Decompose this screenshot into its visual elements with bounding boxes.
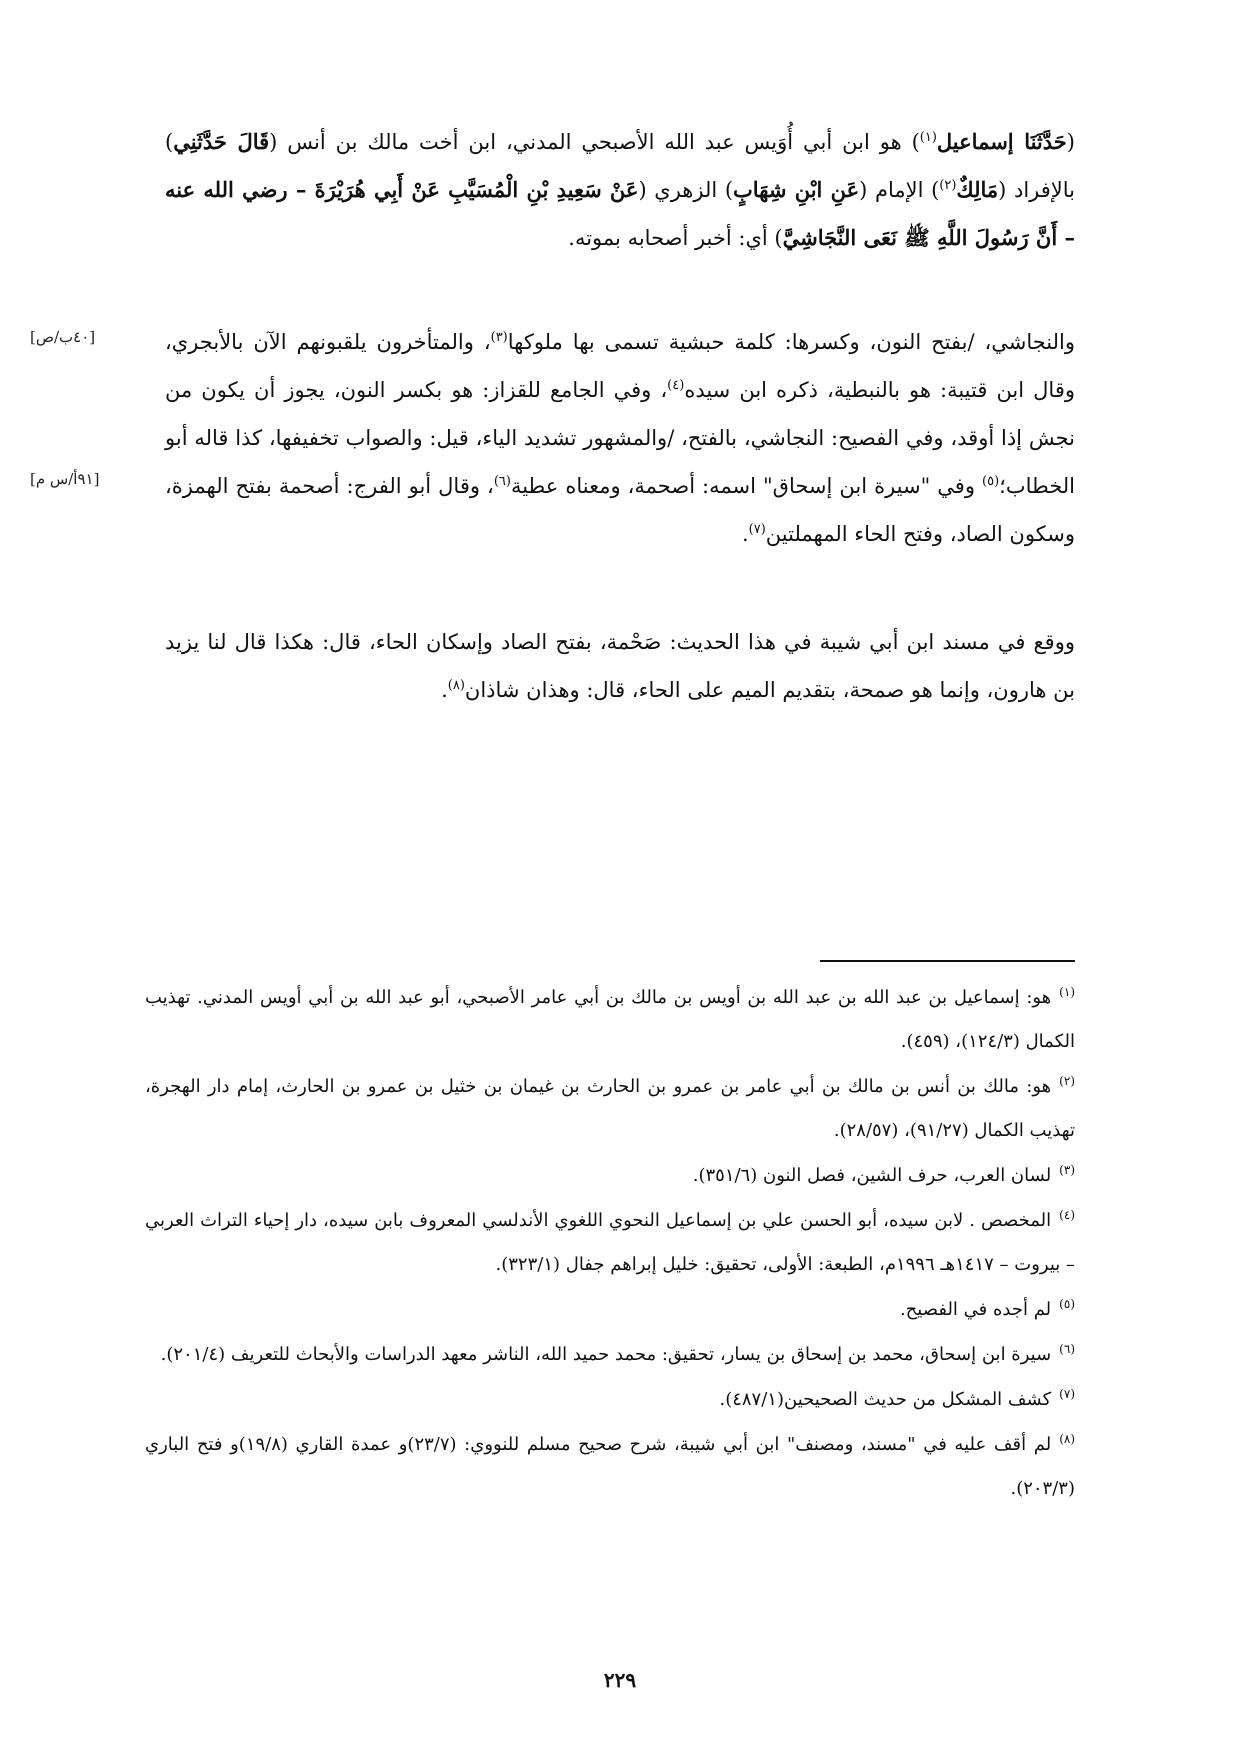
bold-text-haddathana: حَدَّثَنَا إسماعيل xyxy=(936,129,1067,154)
text-run: . xyxy=(741,522,749,546)
page-number: ٢٢٩ xyxy=(603,1668,637,1692)
footnote-ref-3[interactable]: (٣) xyxy=(490,330,508,345)
text-run: ) هو ابن أبي أُوَيس عبد الله الأصبحي المدني، ابن أخت مالك بن أنس ( xyxy=(269,130,920,154)
footnote-text: سيرة ابن إسحاق، محمد بن إسحاق بن يسار، تحقيق: محمد حميد الله، الناشر معهد الدراسات والأبحاث للتعريف (٢٠١/٤). xyxy=(160,1344,1052,1365)
footnote-ref-5[interactable]: (٥) xyxy=(982,474,1000,489)
footnote-ref-1[interactable]: (١) xyxy=(919,130,937,145)
text-run: ، والمتأخرون يلقبونهم الآن بالأبجري، وقال ابن قتيبة: هو بالنبطية، ذكره ابن سيده xyxy=(165,330,1076,402)
text-run: والنجاشي، /بفتح النون، وكسرها: كلمة حبشية تسمى بها ملوكها xyxy=(507,330,1075,354)
bold-text-isnad: عَنْ سَعِيدِ بْنِ الْمُسَيَّبِ عَنْ أَبِي هُرَيْرَةَ – رضي الله عنه – أَنَّ رَسُولَ اللَّهِ ﷺ نَعَى النَّجَاشِيَّ xyxy=(165,177,1075,250)
text-run: . xyxy=(441,678,448,702)
footnote-text: لسان العرب، حرف الشين، فصل النون (٣٥١/٦). xyxy=(692,1165,1052,1186)
paragraph-hadith-isnad xyxy=(165,118,1075,262)
footnote-text: هو: مالك بن أنس بن مالك بن أبي عامر بن عمرو بن الحارث بن غيمان بن خثيل بن عمرو بن الحارث، إمام دار الهجرة، تهذيب الكمال (٩١/٢٧)، (٢٨/٥٧). xyxy=(145,1076,1075,1141)
footnote xyxy=(145,1378,1075,1422)
text-run: ) الزهري ( xyxy=(638,178,734,202)
footnotes-section xyxy=(145,976,1075,1512)
footnote-ref-2[interactable]: (٢) xyxy=(939,178,957,193)
text-run: وفي "سيرة ابن إسحاق" اسمه: أصحمة، ومعناه عطية xyxy=(510,474,982,498)
footnote-ref-6[interactable]: (٦) xyxy=(493,474,511,489)
footnote xyxy=(145,1288,1075,1332)
footnote-text: لم أقف عليه في "مسند، ومصنف" ابن أبي شيبة، شرح صحيح مسلم للنووي: (٢٣/٧)و عمدة القاري (١٩/٨)و فتح الباري (٢٠٣/٣). xyxy=(145,1434,1075,1499)
footnote xyxy=(145,976,1075,1064)
bold-text-qala: قَالَ حَدَّثَنِي xyxy=(173,129,270,154)
footnote-ref-7[interactable]: (٧) xyxy=(748,522,766,537)
footnote xyxy=(145,1065,1075,1153)
margin-note-manuscript-ref: [٩١أ/س م] xyxy=(30,470,100,488)
footnote xyxy=(145,1423,1075,1511)
footnote xyxy=(145,1333,1075,1377)
footnote-divider xyxy=(820,960,1075,962)
text-run: ) الإمام ( xyxy=(859,178,940,202)
footnote-number: (٧) xyxy=(1059,1387,1075,1401)
footnote-number: (٤) xyxy=(1059,1208,1075,1222)
footnote xyxy=(145,1154,1075,1198)
text-run: ، وقال أبو الفرج: أصحمة بفتح الهمزة، وسكون الصاد، وفتح الحاء المهملتين xyxy=(165,474,1075,546)
text-run: ) بالإفراد ( xyxy=(165,130,1076,202)
footnote-ref-8[interactable]: (٨) xyxy=(447,678,465,693)
footnote-number: (٥) xyxy=(1059,1297,1075,1311)
text-run: ( xyxy=(1066,130,1075,154)
text-run: ووقع في مسند ابن أبي شيبة في هذا الحديث: صَحْمة، بفتح الصاد وإسكان الحاء، قال: هكذا قال لنا يزيد بن هارون، وإنما هو صمحة، بتقديم الميم على الحاء، قال: وهذان شاذان xyxy=(165,630,1075,702)
footnote-text: كشف المشكل من حديث الصحيحين(٤٨٧/١). xyxy=(719,1389,1052,1410)
footnote-text: هو: إسماعيل بن عبد الله بن عبد الله بن أويس بن مالك بن أبي عامر الأصبحي، أبو عبد الله بن أبي أويس المدني. تهذيب الكمال (١٢٤/٣)، (٤٥٩). xyxy=(145,987,1075,1052)
footnote-number: (٣) xyxy=(1059,1163,1075,1177)
text-run: ) أي: أخبر أصحابه بموته. xyxy=(568,226,783,250)
footnote-number: (٨) xyxy=(1059,1432,1076,1446)
footnote-ref-4[interactable]: (٤) xyxy=(667,378,685,393)
footnote-number: (٦) xyxy=(1059,1342,1075,1356)
paragraph-najashi xyxy=(165,318,1075,558)
footnote-number: (١) xyxy=(1059,985,1075,999)
footnote-number: (٢) xyxy=(1059,1074,1075,1088)
footnote-text: المخصص . لابن سيده، أبو الحسن علي بن إسماعيل النحوي اللغوي الأندلسي المعروف بابن سيده، دار إحياء التراث العربي – بيروت – ١٤١٧هـ ١٩٩٦م، الطبعة: الأولى، تحقيق: خليل إبراهم جفال (٣٢٣/١). xyxy=(145,1210,1075,1275)
text-run: ، وفي الجامع للقزاز: هو بكسر النون، يجوز أن يكون من نجش إذا أوقد، وفي الفصيح: النجاشي، بالفتح، /والمشهور تشديد الياء، قيل: والصواب تخفيفها، كذا قاله أبو الخطاب؛ xyxy=(165,378,1075,498)
bold-text-malik: مَالِكٌ xyxy=(956,177,999,202)
paragraph-musnad xyxy=(165,618,1075,714)
margin-note-manuscript-ref: [٤٠ب/ص] xyxy=(30,328,96,346)
footnote-text: لم أجده في الفصيح. xyxy=(899,1299,1052,1320)
footnote xyxy=(145,1199,1075,1287)
bold-text-ibn-shihab: عَنِ ابْنِ شِهَابٍ xyxy=(733,177,860,202)
